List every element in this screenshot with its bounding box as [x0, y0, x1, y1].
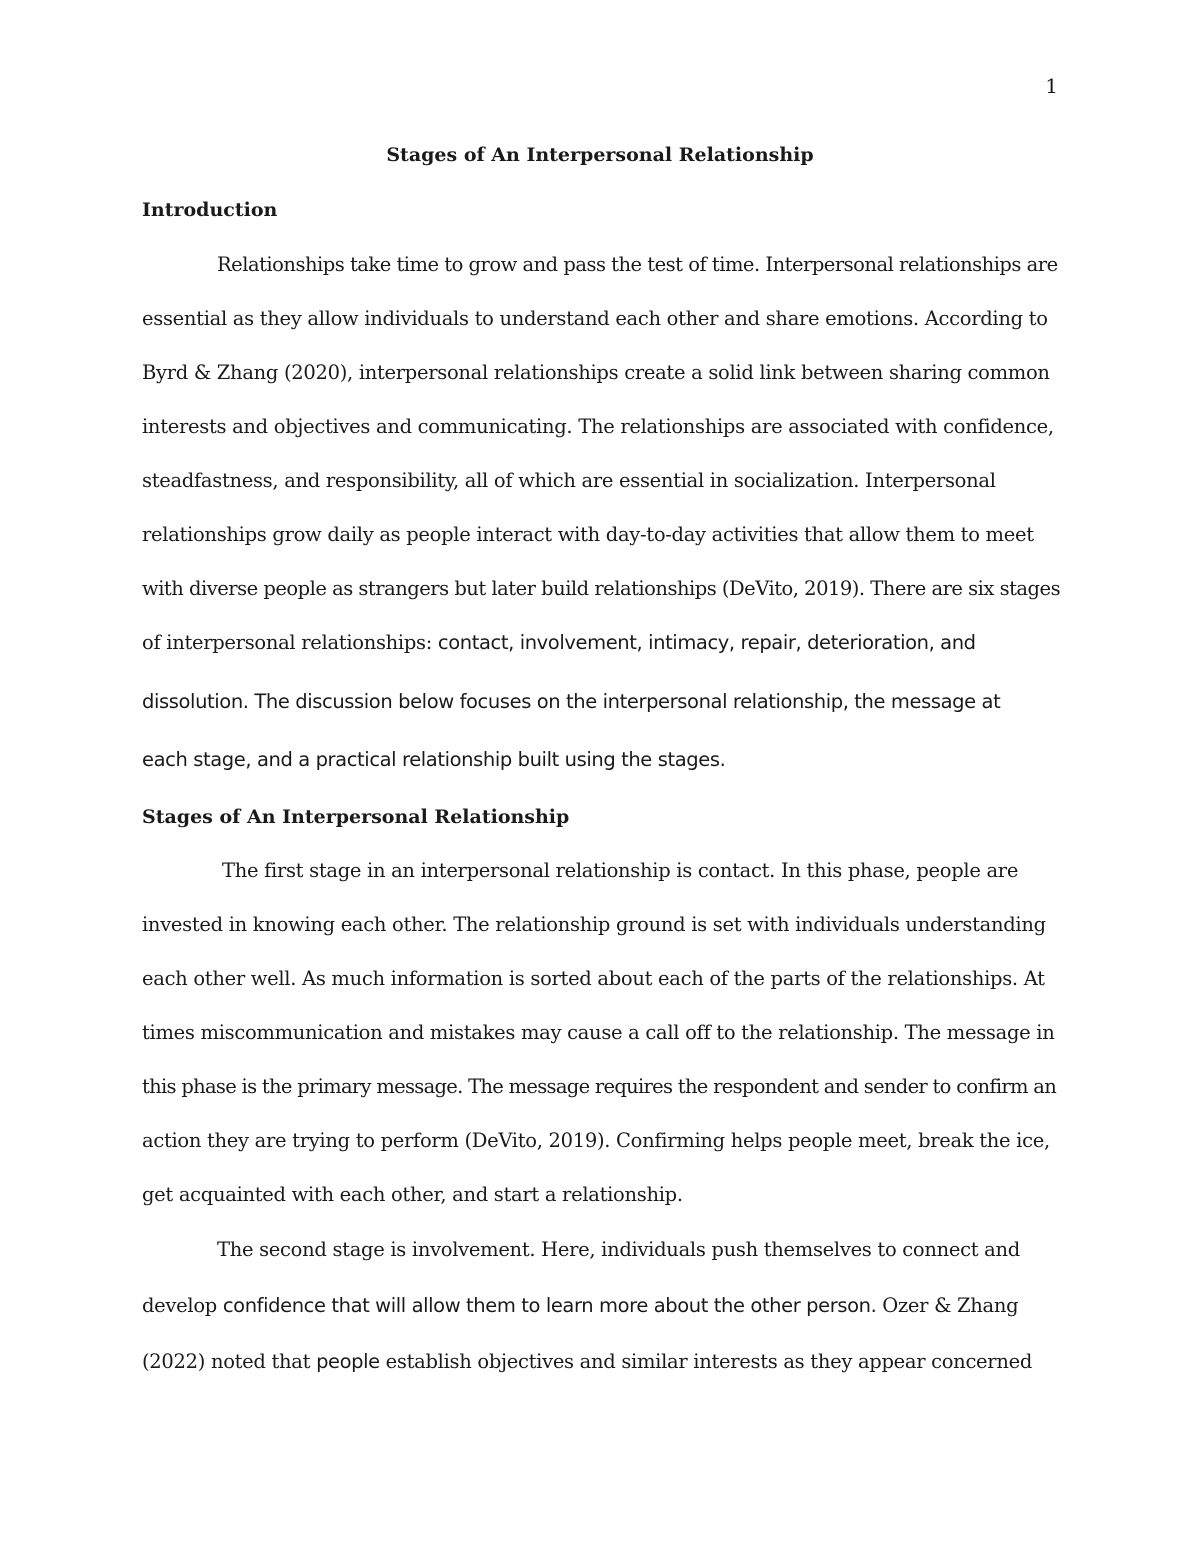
- intro-line-1: Relationships take time to grow and pass the test of time. Interpersonal relationships are: [217, 253, 1058, 276]
- intro-line-5: steadfastness, and responsibility, all of which are essential in socialization. Interpersonal: [142, 469, 996, 492]
- contact-line-4: times miscommunication and mistakes may cause a call off to the relationship. The message in: [142, 1021, 1055, 1044]
- contact-line-7: get acquainted with each other, and start a relationship.: [142, 1183, 683, 1206]
- contact-line-2: invested in knowing each other. The relationship ground is set with individuals understanding: [142, 913, 1046, 936]
- intro-line-9: dissolution. The discussion below focuses on the interpersonal relationship, the message at: [142, 690, 1001, 713]
- intro-line-8: [142, 631, 976, 654]
- involvement-line-1: The second stage is involvement. Here, individuals push themselves to connect and: [217, 1238, 1020, 1261]
- contact-line-6: action they are trying to perform (DeVito, 2019). Confirming helps people meet, break the ice,: [142, 1129, 1050, 1152]
- involvement-line-3-sans: people: [316, 1350, 380, 1373]
- document-title: Stages of An Interpersonal Relationship: [386, 144, 814, 166]
- contact-line-5: this phase is the primary message. The message requires the respondent and sender to confirm an: [142, 1075, 1057, 1098]
- involvement-line-3-end: establish objectives and similar interests as they appear concerned: [379, 1350, 1033, 1373]
- contact-line-3: each other well. As much information is sorted about each of the parts of the relationships. At: [142, 967, 1045, 990]
- intro-line-4: interests and objectives and communicating. The relationships are associated with confidence,: [142, 415, 1054, 438]
- involvement-line-2-end: Ozer & Zhang: [876, 1294, 1019, 1317]
- intro-line-3: Byrd & Zhang (2020), interpersonal relationships create a solid link between sharing common: [142, 361, 1050, 384]
- intro-line-8-serif: of interpersonal relationships:: [142, 631, 438, 654]
- stage-list-text: contact, involvement, intimacy, repair, deterioration, and: [437, 631, 976, 654]
- intro-line-7: with diverse people as strangers but later build relationships (DeVito, 2019). There are six stages: [142, 577, 1061, 600]
- involvement-line-2: [142, 1294, 1018, 1317]
- intro-line-6: relationships grow daily as people interact with day-to-day activities that allow them to meet: [142, 523, 1034, 546]
- involvement-line-3-start: (2022) noted that: [142, 1350, 317, 1373]
- contact-line-1: The first stage in an interpersonal relationship is contact. In this phase, people are: [222, 859, 1019, 882]
- involvement-line-3: [142, 1350, 1032, 1373]
- involvement-line-2-start: develop: [142, 1294, 223, 1317]
- page-number: 1: [1045, 74, 1058, 98]
- intro-line-10: each stage, and a practical relationship built using the stages.: [142, 748, 726, 771]
- intro-line-2: essential as they allow individuals to understand each other and share emotions. According to: [142, 307, 1048, 330]
- introduction-heading: Introduction: [142, 199, 278, 221]
- stages-heading: Stages of An Interpersonal Relationship: [142, 806, 570, 828]
- involvement-line-2-sans: confidence that will allow them to learn more about the other person.: [222, 1294, 877, 1317]
